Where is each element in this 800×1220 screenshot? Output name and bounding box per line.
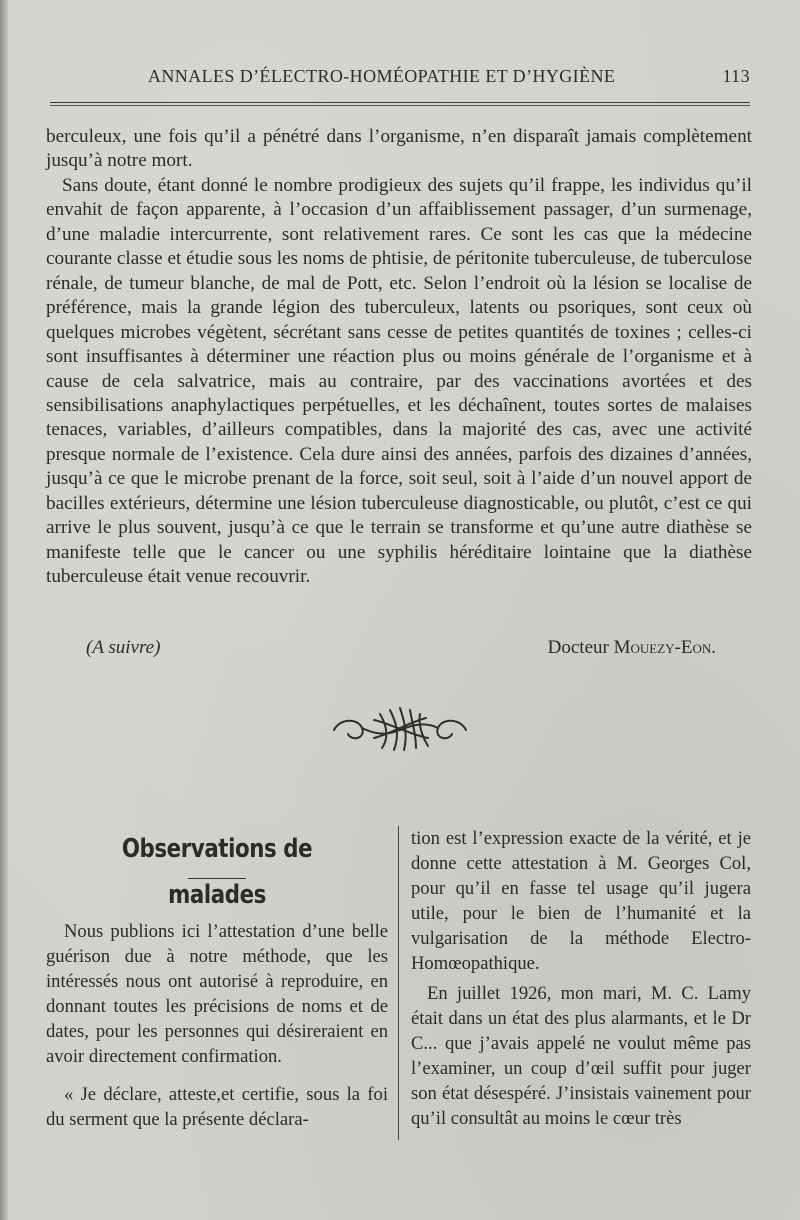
section-paragraph: « Je déclare, atteste,et certifie, sous la foi du serment que la présente déclara- bbox=[46, 1083, 388, 1130]
section-paragraph: Nous publions ici l’attestation d’une belle guérison due à notre méthode, que les intéressés nous ont autorisé à reproduire, en donnant toutes les précisions de noms et de dates, pour les personnes qui désireraient en avoir directement confirmation. bbox=[46, 921, 388, 1068]
section-paragraph: tion est l’expression exacte de la vérité, et je donne cette attestation à M. Georges Col, pour qu’il en fasse tel usage qu’il jugera utile, pour le bien de l’humanité et la vulgarisation de la méthode Electro-Homœopathique. bbox=[411, 828, 751, 975]
observations-left-column bbox=[46, 826, 388, 1132]
to-be-continued: (A suivre) bbox=[86, 637, 161, 658]
header-rule bbox=[50, 102, 750, 103]
article-paragraph: berculeux, une fois qu’il a pénétré dans l’organisme, n’en disparaît jamais complètement jusqu’à notre mort. bbox=[46, 126, 752, 172]
author-name: Mouezy-Eon. bbox=[613, 637, 716, 658]
article-paragraph: Sans doute, étant donné le nombre prodigieux des sujets qu’il frappe, les individus qu’il envahit de façon apparente, à l’occasion d’un affaiblissement passager, d’un surmenage, d’une maladie intercurrente, sont relativement rares. Ce sont les cas que la médecine courante classe et étudie sous les noms de phtisie, de péritonite tuberculeuse, de tuberculose rénale, de tumeur blanche, de mal de Pott, etc. Selon l’endroit où la lésion se localise de préférence, mais la grande légion des tuberculeux, latents ou psoriques, sont ceux où quelques microbes végètent, sécrétant sans cesse de petites quantités de toxines ; celles-ci sont insuffisantes à déterminer une réaction plus ou moins générale de l’organisme et à cause de cela salvatrice, mais au contraire, par des vaccinations avortées et des sensibilisations anaphylactiques perpétuelles, et les déchaînent, toutes sortes de malaises tenaces, variables, d’ailleurs compatibles, dans la majorité des cas, avec une activité presque normale de l’existence. Cela dure ainsi des années, parfois des dizaines d’années, jusqu’à ce que le microbe prenant de la force, soit seul, soit à l’aide d’un nouvel apport de bacilles extérieurs, détermine une lésion tuberculeuse diagnosticable, ou plutôt, c’est ce qui arrive le plus souvent, jusqu’à ce que le terrain se transforme et qu’une autre diathèse se manifeste telle que le cancer ou une syphilis héréditaire lointaine que la diathèse tuberculeuse était venue recouvrir. bbox=[46, 174, 752, 588]
article-signoff bbox=[86, 637, 716, 663]
section-paragraph: En juillet 1926, mon mari, M. C. Lamy était dans un état des plus alarmants, et le Dr C... que j’avais appelé ne voulut même pas l’examiner, un coup d’œil suffit pour juger son état désespéré. J’insistais vainement pour qu’il consultât au moins le cœur très bbox=[411, 982, 751, 1130]
header-rule-thin bbox=[50, 105, 750, 106]
author-prefix: Docteur bbox=[547, 637, 614, 658]
column-divider bbox=[398, 826, 399, 1140]
journal-title: ANNALES D’ÉLECTRO-HOMÉOPATHIE ET D’HYGIÈNE bbox=[148, 66, 616, 86]
binding-edge bbox=[0, 0, 8, 1220]
section-title: Observations de malades bbox=[121, 834, 313, 910]
article-body bbox=[46, 125, 752, 590]
page-number: 113 bbox=[722, 66, 750, 86]
author-signature bbox=[548, 637, 716, 659]
running-header bbox=[40, 66, 750, 96]
scroll-flourish-icon bbox=[330, 700, 470, 756]
observations-right-column bbox=[411, 826, 751, 1131]
